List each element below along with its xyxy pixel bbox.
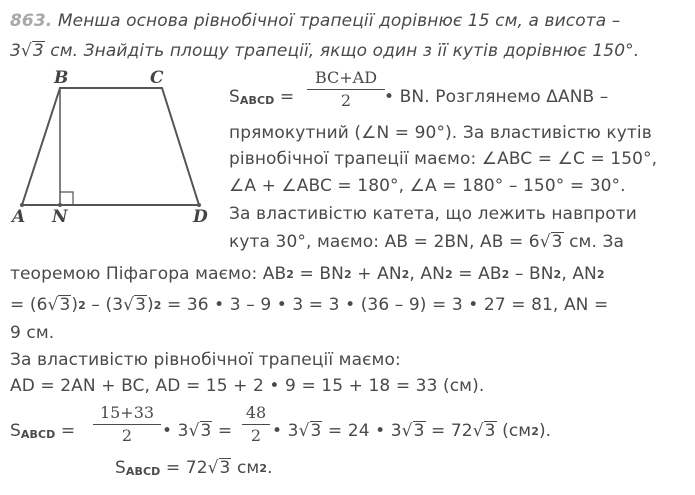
solution-line-5: За властивістю катета, що лежить навпроти bbox=[229, 204, 637, 224]
right-angle-mark bbox=[60, 192, 73, 205]
solution-line-1: • BN. Розглянемо ΔANB – bbox=[384, 87, 609, 107]
solution-line-8: = $(6√3)^2 - (3√3)^2 = 36$ • 3 – 9 • 3 = 3 • (36 – 9) = 3 • 27 = 81, AN = bbox=[10, 295, 609, 315]
area-calc-part-2: • 3√3 = 24 • 3√3 = 72√3 $(см^2)$. bbox=[272, 421, 552, 441]
solution-line-3: рівнобічної трапеції маємо: ∠ABC = ∠C = 150°, bbox=[229, 149, 658, 169]
label-b: B bbox=[54, 68, 69, 88]
solution-line-4: ∠A + ∠ABC = 180°, ∠A = 180° – 150° = 30°. bbox=[229, 176, 626, 196]
trapezoid-shape bbox=[22, 88, 199, 205]
solution-line-10: За властивістю рівнобічної трапеції маємо: bbox=[10, 350, 401, 370]
fraction-15-33: 15+33 2 bbox=[93, 403, 161, 446]
solution-line-2: прямокутний (∠N = 90°). За властивістю кутів bbox=[229, 123, 652, 143]
solution-line-9: 9 см. bbox=[10, 323, 55, 343]
problem-number: 863. bbox=[10, 11, 53, 31]
solution-line-7: теоремою Піфагора маємо: $AB^2 = BN^2 + AN^2$, $AN^2 = AB^2 - BN^2$, $AN^2$ bbox=[10, 264, 605, 284]
area-formula-label: SABCD = bbox=[229, 87, 295, 107]
final-answer: SABCD = 72√3 $см^2$. bbox=[115, 458, 273, 478]
problem-text-1: Менша основа рівнобічної трапеції дорівнює 15 см, а висота – bbox=[57, 11, 621, 31]
trapezoid-figure bbox=[0, 66, 230, 226]
solution-line-6: кута 30°, маємо: AB = 2BN, AB = 6√3 см. За bbox=[229, 232, 624, 252]
solution-line-11: AD = 2AN + BC, AD = 15 + 2 • 9 = 15 + 18 = 33 (см). bbox=[10, 376, 485, 396]
area-calc-part-1: • 3√3 = bbox=[162, 421, 233, 441]
label-c: C bbox=[150, 68, 164, 88]
problem-line-2: 3√3 см. Знайдіть площу трапеції, якщо один з її кутів дорівнює 150°. bbox=[10, 41, 640, 61]
fraction-48-2: 48 2 bbox=[242, 403, 270, 446]
label-d: D bbox=[193, 207, 208, 227]
problem-line-1 bbox=[10, 10, 620, 32]
label-a: A bbox=[12, 207, 26, 227]
fraction-bases-sum: BC+AD 2 bbox=[307, 68, 385, 111]
area-calc-label: SABCD = bbox=[10, 421, 76, 441]
label-n: N bbox=[52, 207, 68, 227]
